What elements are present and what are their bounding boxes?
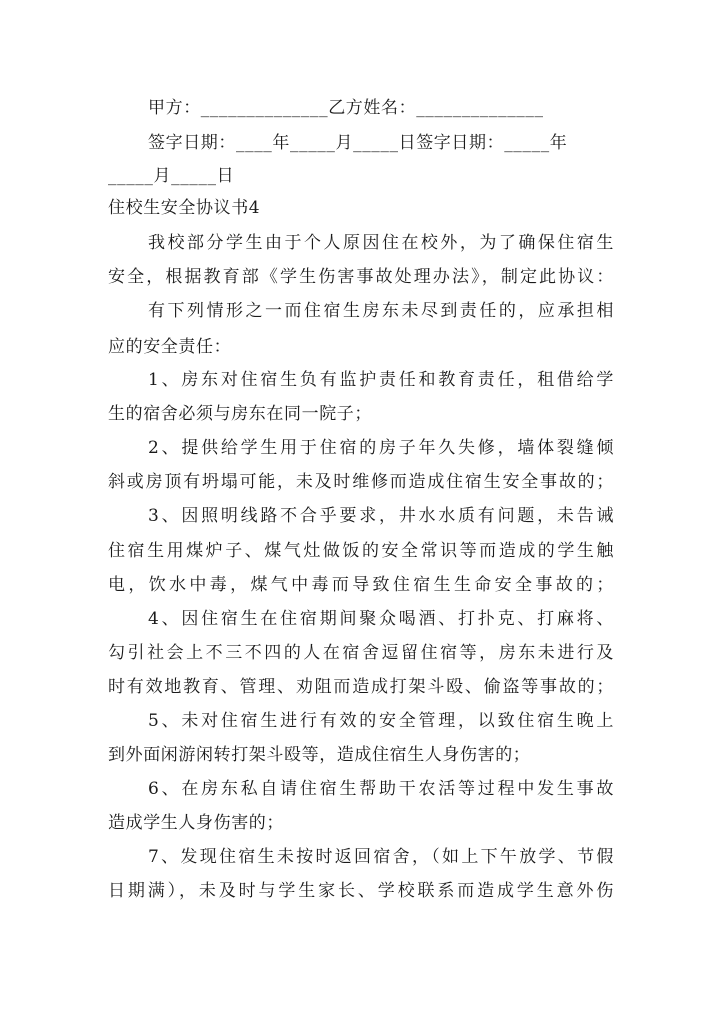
clause-4-line-1: 4、因住宿生在住宿期间聚众喝酒、打扑克、打麻将、 xyxy=(148,609,614,629)
sign-date-line-continued: _____月_____日 xyxy=(108,166,235,186)
clause-6-line-1: 6、在房东私自请住宿生帮助干农活等过程中发生事故 xyxy=(148,779,614,799)
conditions-paragraph-line-2: 应的安全责任： xyxy=(108,337,232,357)
clause-7-line-2: 日期满），未及时与学生家长、学校联系而造成学生意外伤 xyxy=(108,881,614,901)
section-title: 住校生安全协议书4 xyxy=(108,198,261,218)
conditions-paragraph-line-1: 有下列情形之一而住宿生房东未尽到责任的，应承担相 xyxy=(148,301,614,321)
party-signature-line: 甲方：______________乙方姓名：______________ xyxy=(148,98,544,118)
clause-5-line-1: 5、未对住宿生进行有效的安全管理，以致住宿生晚上 xyxy=(148,711,614,731)
intro-paragraph-line-1: 我校部分学生由于个人原因住在校外，为了确保住宿生 xyxy=(148,233,614,253)
clause-3-line-1: 3、因照明线路不合乎要求，井水水质有问题，未告诫 xyxy=(148,506,614,526)
clause-2-line-1: 2、提供给学生用于住宿的房子年久失修，墙体裂缝倾 xyxy=(148,438,614,458)
clause-4-line-3: 时有效地教育、管理、劝阻而造成打架斗殴、偷盗等事故的； xyxy=(108,677,614,697)
intro-paragraph-line-2: 安全，根据教育部《学生伤害事故处理办法》，制定此协议： xyxy=(108,267,614,287)
sign-date-line: 签字日期：____年_____月_____日签字日期：_____年 xyxy=(148,133,568,153)
clause-1-line-1: 1、房东对住宿生负有监护责任和教育责任，租借给学 xyxy=(148,370,614,390)
clause-2-line-2: 斜或房顶有坍塌可能，未及时维修而造成住宿生安全事故的； xyxy=(108,472,614,492)
clause-3-line-2: 住宿生用煤炉子、煤气灶做饭的安全常识等而造成的学生触 xyxy=(108,541,614,561)
clause-5-line-2: 到外面闲游闲转打架斗殴等，造成住宿生人身伤害的； xyxy=(108,745,531,765)
clause-7-line-1: 7、发现住宿生未按时返回宿舍，（如上下午放学、节假 xyxy=(148,847,614,867)
clause-3-line-3: 电，饮水中毒，煤气中毒而导致住宿生生命安全事故的； xyxy=(108,575,614,595)
clause-6-line-2: 造成学生人身伤害的； xyxy=(108,813,284,833)
clause-1-line-2: 生的宿舍必须与房东在同一院子； xyxy=(108,404,372,424)
clause-4-line-2: 勾引社会上不三不四的人在宿舍逗留住宿等，房东未进行及 xyxy=(108,643,614,663)
